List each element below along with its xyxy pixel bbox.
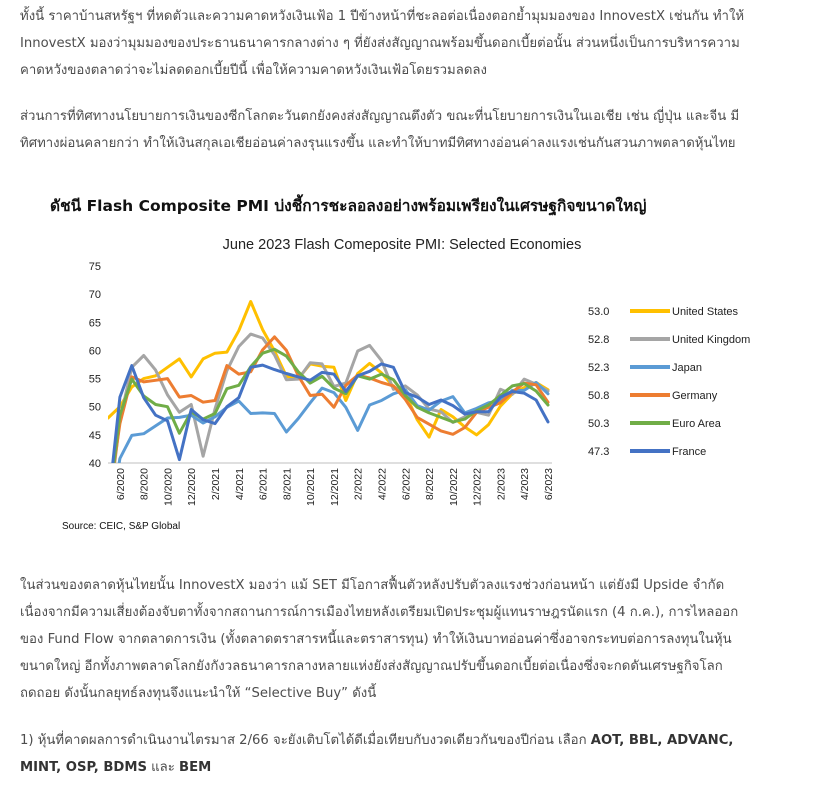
paragraph-line: ขนาดใหญ่ อีกทั้งภาพตลาดโลกยังกังวลธนาคารกลางหลายแห่งยังส่งสัญญาณปรับขึ้นดอกเบี้ยต่อเนื่องซึ่งจะกดดันเศรษฐกิจโลก	[20, 659, 723, 674]
legend-latest-value: 52.3	[588, 362, 610, 374]
paragraph-line: ถดถอย ดังนั้นกลยุทธ์ลงทุนจึงแนะนำให้ “Selective Buy” ดังนี้	[20, 686, 377, 701]
legend-label: Germany	[672, 390, 718, 402]
legend-label: Japan	[672, 362, 702, 374]
x-tick-label: 12/2021	[328, 468, 341, 506]
stock-picks-lead: 1) หุ้นที่คาดผลการดำเนินงานไตรมาส 2/66 จะยังเติบโตได้ดีเมื่อเทียบกับงวดเดียวกันของปีก่อน เลือก	[20, 733, 591, 748]
x-tick-label: 8/2020	[138, 468, 151, 501]
stock-picks-bold: AOT, BBL, ADVANC,	[590, 733, 734, 748]
x-tick-label: 6/2020	[114, 468, 127, 501]
paragraph-line: ส่วนการที่ทิศทางนโยบายการเงินของซีกโลกตะวันตกยังคงส่งสัญญาณตึงตัว ขณะที่นโยบายการเงินในเอเชีย เช่น ญี่ปุ่น และจีน มี	[20, 109, 740, 124]
y-tick-label: 50	[88, 401, 101, 414]
paragraph-line: ทั้งนี้ ราคาบ้านสหรัฐฯ ที่หดตัวและความคาดหวังเงินเฟ้อ 1 ปีข้างหน้าที่ชะลอต่อเนื่องตอกย้ำมุมมองของ InnovestX เช่นกัน ทำให้	[20, 9, 745, 24]
x-tick-label: 4/2021	[233, 468, 246, 501]
paragraph-line	[20, 754, 810, 781]
stock-picks-bold: MINT, OSP, BDMS	[20, 760, 147, 775]
paragraph-policy	[20, 103, 810, 157]
paragraph-line: เนื่องจากมีความเสี่ยงต้องจับตาทั้งจากสถานการณ์การเมืองไทยหลังเตรียมเปิดประชุมผู้แทนราษฎรนัดแรก (4 ก.ค.), การไหลออก	[20, 605, 739, 620]
paragraph-line: ในส่วนของตลาดหุ้นไทยนั้น InnovestX มองว่า แม้ SET มีโอกาสฟื้นตัวหลังปรับตัวลงแรงช่วงก่อนหน้า แต่ยังมี Upside จำกัด	[20, 578, 725, 593]
legend-latest-value: 47.3	[588, 446, 610, 458]
paragraph-stock-picks	[20, 727, 810, 781]
paragraph-line	[20, 727, 810, 754]
x-tick-label: 8/2021	[281, 468, 294, 501]
x-tick-label: 2/2022	[352, 468, 365, 501]
x-tick-label: 12/2022	[471, 468, 484, 506]
paragraph-thai-market	[20, 572, 810, 707]
plot-area	[89, 261, 555, 532]
paragraph-line: คาดหวังของตลาดว่าจะไม่ลดดอกเบี้ยปีนี้ เพื่อให้ความคาดหวังเงินเฟ้อโดยรวมลดลง	[20, 63, 487, 78]
y-tick-label: 70	[88, 289, 101, 302]
legend-latest-value: 50.3	[588, 418, 610, 430]
legend	[588, 306, 750, 458]
y-tick-label: 75	[88, 261, 101, 273]
chart-title: June 2023 Flash Comeposite PMI: Selected Economies	[222, 237, 582, 253]
y-tick-label: 65	[88, 317, 101, 330]
legend-label: France	[672, 446, 707, 458]
legend-latest-value: 52.8	[588, 334, 610, 346]
paragraph-line: InnovestX มองว่ามุมมองของประธานธนาคารกลางต่าง ๆ ที่ยังส่งสัญญาณพร้อมขึ้นดอกเบี้ยต่อนั้น ส่วนหนึ่งเป็นการบริหารความ	[20, 36, 740, 51]
legend-latest-value: 53.0	[588, 306, 610, 318]
stock-picks-bold: BEM	[179, 760, 212, 775]
x-tick-label: 4/2022	[376, 468, 389, 501]
pmi-line-chart	[40, 230, 800, 540]
x-tick-label: 10/2021	[305, 468, 318, 506]
x-tick-label: 10/2022	[447, 468, 460, 506]
figure-heading: ดัชนี Flash Composite PMI บ่งชี้การชะลอลงอย่างพร้อมเพรียงในเศรษฐกิจขนาดใหญ่	[50, 197, 647, 215]
x-tick-label: 6/2022	[400, 468, 413, 501]
y-tick-label: 60	[88, 345, 101, 358]
paragraph-line: ทิศทางผ่อนคลายกว่า ทำให้เงินสกุลเอเชียอ่อนค่าลงรุนแรงขึ้น และทำให้บาทมีทิศทางอ่อนค่าลงแรงเช่นกันสวนภาพตลาดหุ้นไทย	[20, 136, 736, 151]
y-tick-label: 40	[88, 458, 101, 470]
x-tick-label: 2/2023	[495, 468, 508, 501]
x-tick-label: 8/2022	[424, 468, 437, 501]
legend-label: Euro Area	[672, 418, 721, 430]
chart-source: Source: CEIC, S&P Global	[62, 521, 181, 532]
y-tick-label: 55	[88, 373, 101, 386]
x-tick-label: 6/2021	[257, 468, 270, 501]
x-tick-label: 6/2023	[543, 468, 555, 501]
legend-label: United Kingdom	[672, 334, 751, 346]
x-tick-label: 10/2020	[162, 468, 175, 506]
paragraph-intro	[20, 3, 810, 84]
paragraph-line: ของ Fund Flow จากตลาดการเงิน (ทั้งตลาดตราสารหนี้และตราสารทุน) ทำให้เงินบาทอ่อนค่าซึ่งอาจกระทบต่อการลงทุนในหุ้น	[20, 632, 732, 647]
x-tick-label: 12/2020	[186, 468, 199, 506]
y-tick-label: 45	[88, 429, 101, 442]
legend-latest-value: 50.8	[588, 390, 610, 402]
stock-picks-and: และ	[146, 760, 180, 775]
legend-label: United States	[672, 306, 739, 318]
x-tick-label: 4/2023	[519, 467, 532, 501]
x-tick-label: 2/2021	[210, 468, 223, 501]
